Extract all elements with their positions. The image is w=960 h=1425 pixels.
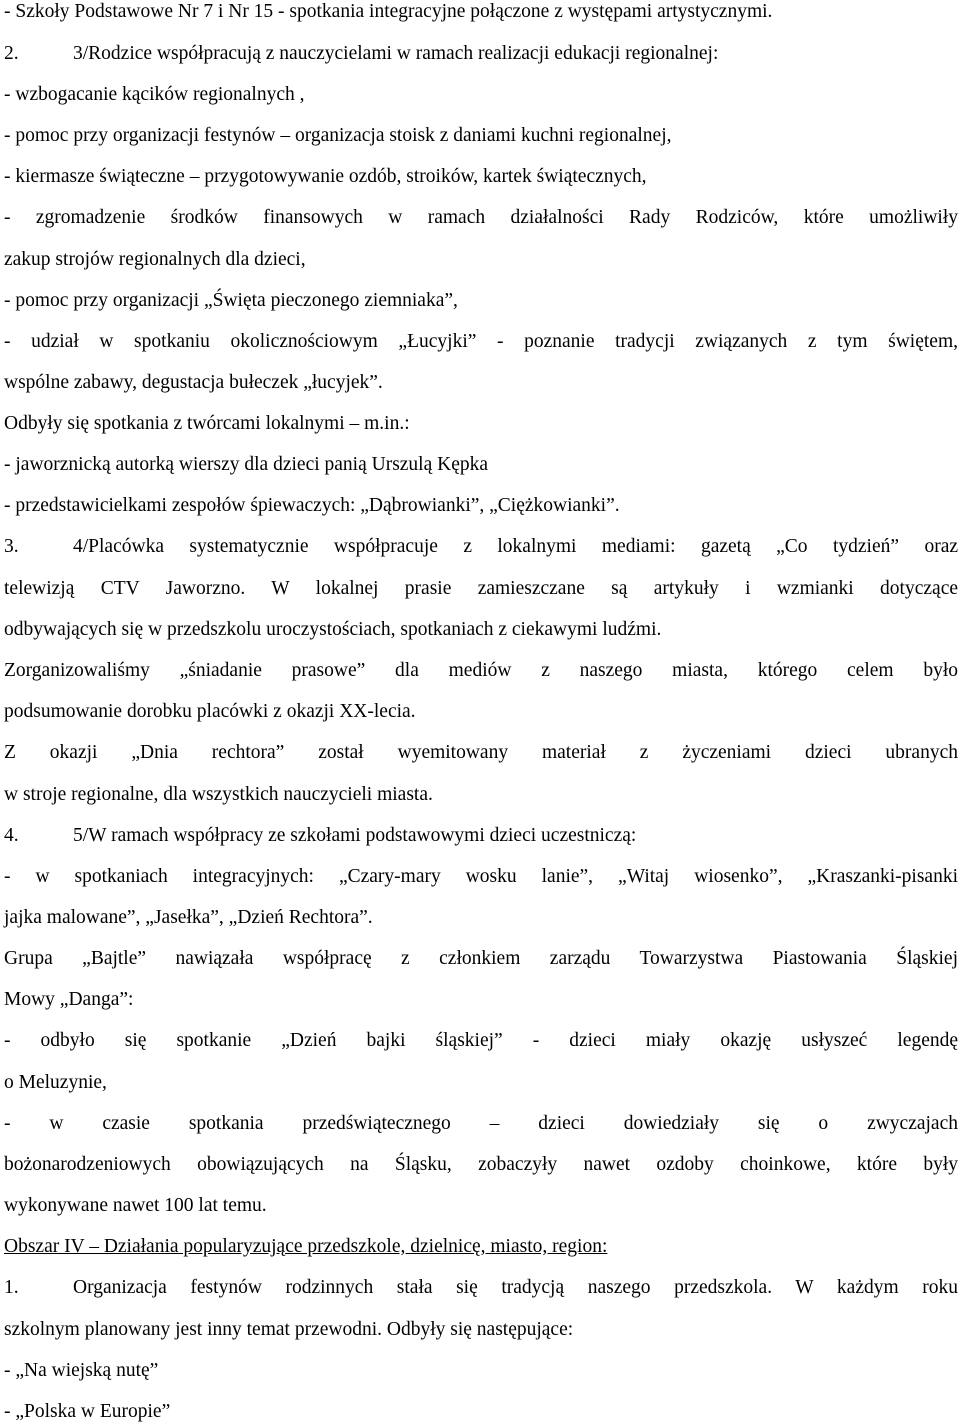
text-line: o Meluzynie, [4,1072,107,1093]
list-number: 1. [4,1277,19,1298]
text-line: - pomoc przy organizacji „Święta pieczonego ziemniaka”, [4,290,458,311]
list-number: 4. [4,825,19,846]
text-line: - jaworznicką autorką wierszy dla dzieci panią Urszulą Kępka [4,454,489,475]
text-line: bożonarodzeniowych obowiązujących na Śląsku, zobaczyły nawet ozdoby choinkowe, które były [4,1154,958,1175]
text-line: zakup strojów regionalnych dla dzieci, [4,249,306,270]
text-line: Grupa „Bajtle” nawiązała współpracę z członkiem zarządu Towarzystwa Piastowania Śląskiej [4,948,958,969]
text-line: telewizją CTV Jaworzno. W lokalnej prasie zamieszczane są artykuły i wzmianki dotyczące [4,578,958,599]
list-text: 4/Placówka systematycznie współpracuje z lokalnymi mediami: gazetą „Co tydzień” oraz [73,536,958,557]
numbered-line [4,535,958,559]
text-line: - pomoc przy organizacji festynów – organizacja stoisk z daniami kuchni regionalnej, [4,125,672,146]
text-line: - zgromadzenie środków finansowych w ramach działalności Rady Rodziców, które umożliwiły [4,207,958,228]
list-text: Organizacja festynów rodzinnych stała się tradycją naszego przedszkola. W każdym roku [73,1277,958,1298]
text-line: podsumowanie dorobku placówki z okazji XX-lecia. [4,701,416,722]
text-line: - „Na wiejską nutę” [4,1360,159,1381]
text-line: - odbyło się spotkanie „Dzień bajki śląskiej” - dzieci miały okazję usłyszeć legendę [4,1030,958,1051]
list-text: 3/Rodzice współpracują z nauczycielami w ramach realizacji edukacji regionalnej: [73,43,719,64]
text-line: - w spotkaniach integracyjnych: „Czary-mary wosku lanie”, „Witaj wiosenko”, „Kraszanki-pisanki [4,866,958,887]
text-line: - „Polska w Europie” [4,1401,171,1422]
list-number: 2. [4,43,19,64]
text-line: Odbyły się spotkania z twórcami lokalnymi – m.in.: [4,413,410,434]
numbered-line [4,42,958,66]
text-line: - kiermasze świąteczne – przygotowywanie ozdób, stroików, kartek świątecznych, [4,166,647,187]
text-line: wykonywane nawet 100 lat temu. [4,1195,267,1216]
text-line: odbywających się w przedszkolu uroczystościach, spotkaniach z ciekawymi ludźmi. [4,619,662,640]
text-line: jajka malowane”, „Jasełka”, „Dzień Rechtora”. [4,907,373,928]
text-line: - w czasie spotkania przedświątecznego – dzieci dowiedziały się o zwyczajach [4,1113,958,1134]
text-line: szkolnym planowany jest inny temat przewodni. Odbyły się następujące: [4,1319,574,1340]
text-line: w stroje regionalne, dla wszystkich nauczycieli miasta. [4,784,433,805]
text-line: - przedstawicielkami zespołów śpiewaczych: „Dąbrowianki”, „Ciężkowianki”. [4,495,620,516]
text-line: Z okazji „Dnia rechtora” został wyemitowany materiał z życzeniami dzieci ubranych [4,742,958,763]
text-line: Zorganizowaliśmy „śniadanie prasowe” dla mediów z naszego miasta, którego celem było [4,660,958,681]
text-line: Mowy „Danga”: [4,989,134,1010]
list-text: 5/W ramach współpracy ze szkołami podstawowymi dzieci uczestniczą: [73,825,637,846]
text-line: - Szkoły Podstawowe Nr 7 i Nr 15 - spotkania integracyjne połączone z występami artystycznymi. [4,1,773,22]
text-line: - wzbogacanie kącików regionalnych , [4,84,305,105]
numbered-line [4,824,958,848]
section-heading: Obszar IV – Działania popularyzujące przedszkole, dzielnicę, miasto, region: [4,1236,608,1257]
list-number: 3. [4,536,19,557]
text-line: - udział w spotkaniu okolicznościowym „Łucyjki” - poznanie tradycji związanych z tym świętem, [4,331,958,352]
text-line: wspólne zabawy, degustacja bułeczek „łucyjek”. [4,372,383,393]
numbered-line [4,1276,958,1300]
